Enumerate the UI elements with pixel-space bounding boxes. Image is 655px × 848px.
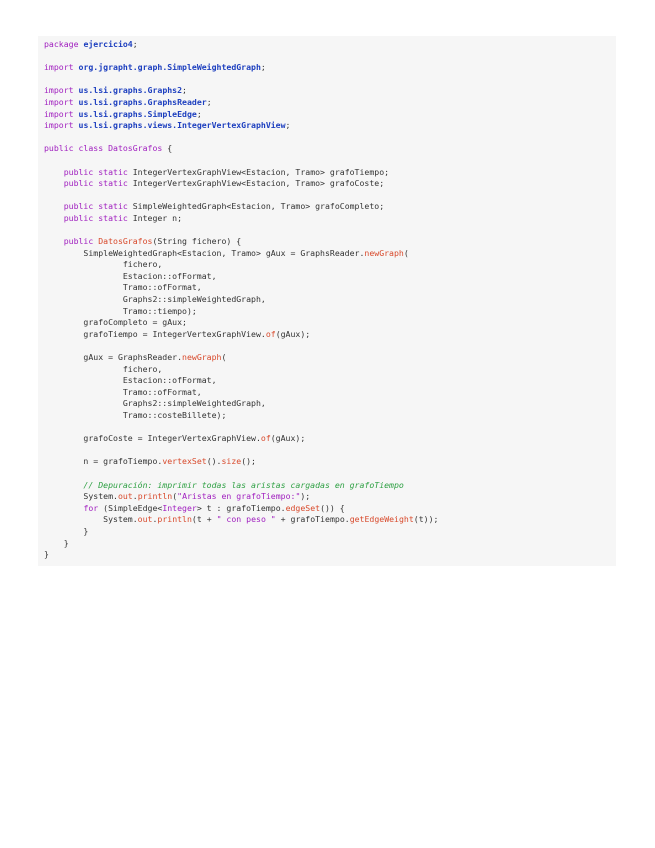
code-line	[44, 514, 616, 526]
code-token: public	[63, 236, 99, 247]
code-line	[44, 62, 616, 74]
code-line	[44, 271, 616, 283]
code-token: (	[221, 352, 227, 363]
code-token: Tramo::tiempo);	[44, 305, 197, 316]
code-token	[44, 167, 64, 177]
code-token: ;	[132, 39, 138, 49]
code-token: (gAux);	[275, 328, 311, 339]
code-token: Estacion::ofFormat,	[44, 270, 217, 281]
code-token: grafoCoste = IntegerVertexGraphView.	[44, 433, 261, 444]
code-token: newGraph	[364, 247, 404, 258]
code-token: newGraph	[182, 352, 222, 363]
code-line	[44, 410, 616, 422]
code-line	[44, 352, 616, 364]
code-line	[44, 97, 616, 109]
code-token: public static	[63, 201, 133, 212]
code-token: org.jgrapht.graph.SimpleWeightedGraph	[78, 62, 261, 73]
code-token: {	[162, 143, 173, 154]
code-token: import	[44, 120, 79, 131]
code-token: package	[44, 39, 84, 49]
code-line	[44, 248, 616, 260]
code-token: (	[172, 491, 178, 502]
code-line	[44, 39, 616, 51]
code-block	[38, 36, 616, 566]
code-token: us.lsi.graphs.views.IntegerVertexGraphView	[78, 120, 286, 131]
code-token: IntegerVertexGraphView<Estacion, Tramo> grafoTiempo;	[132, 166, 390, 177]
code-token: n = grafoTiempo.	[44, 456, 163, 467]
code-line	[44, 51, 616, 63]
code-line	[44, 538, 616, 550]
code-line	[44, 317, 616, 329]
code-token: Tramo::ofFormat,	[44, 386, 202, 397]
code-token: " con peso "	[216, 514, 276, 525]
code-line	[44, 201, 616, 213]
code-token	[44, 503, 83, 513]
code-token: Tramo::costeBillete);	[44, 410, 227, 420]
code-line	[44, 167, 616, 179]
code-token: );	[300, 491, 311, 502]
code-token: Estacion::ofFormat,	[44, 375, 217, 386]
code-token: (SimpleEdge<	[103, 502, 163, 513]
code-token: > t : grafoTiempo.	[196, 502, 286, 513]
code-token: Tramo::ofFormat,	[44, 282, 202, 293]
code-token: (gAux);	[270, 433, 306, 444]
code-token	[44, 236, 64, 246]
code-token: (t));	[413, 514, 439, 525]
code-token: Integer n;	[132, 212, 183, 223]
code-token: ().	[206, 456, 222, 467]
code-line	[44, 225, 616, 237]
code-token: SimpleWeightedGraph<Estacion, Tramo> gAux = GraphsReader.	[44, 247, 365, 258]
code-token: edgeSet	[285, 502, 321, 513]
code-token: IntegerVertexGraphView<Estacion, Tramo> grafoCoste;	[132, 178, 385, 189]
code-line	[44, 456, 616, 468]
code-token: }	[44, 549, 49, 560]
code-token: ;	[196, 108, 202, 119]
code-token: getEdgeWeight	[349, 514, 414, 525]
code-token: Graphs2::simpleWeightedGraph,	[44, 294, 266, 305]
code-line	[44, 143, 616, 155]
code-line	[44, 85, 616, 97]
code-token: public class	[44, 143, 109, 154]
code-line	[44, 306, 616, 318]
code-line	[44, 480, 616, 492]
code-token: public static	[63, 178, 133, 189]
code-token: Graphs2::simpleWeightedGraph,	[44, 398, 266, 409]
code-token: for	[83, 502, 104, 513]
code-token: size	[221, 456, 242, 467]
code-token: DatosGrafos	[108, 143, 163, 154]
code-line	[44, 433, 616, 445]
code-line	[44, 120, 616, 132]
code-token: SimpleWeightedGraph<Estacion, Tramo> grafoCompleto;	[132, 201, 385, 212]
code-token: System.	[44, 491, 118, 502]
code-line	[44, 132, 616, 144]
code-line	[44, 340, 616, 352]
code-token	[44, 213, 64, 223]
code-token: grafoTiempo = IntegerVertexGraphView.	[44, 328, 266, 339]
code-token: us.lsi.graphs.GraphsReader	[78, 96, 207, 107]
code-line	[44, 375, 616, 387]
code-line	[44, 445, 616, 457]
code-token: println	[137, 491, 173, 502]
code-token: vertexSet	[162, 456, 207, 467]
code-token: ;	[285, 120, 291, 131]
code-token: DatosGrafos	[98, 236, 153, 247]
code-token: Integer	[162, 502, 197, 513]
code-token	[44, 178, 64, 188]
code-token: println	[157, 514, 192, 525]
code-line	[44, 329, 616, 341]
code-line	[44, 468, 616, 480]
code-line	[44, 387, 616, 399]
code-line	[44, 364, 616, 376]
code-token: }	[44, 525, 89, 536]
code-line	[44, 190, 616, 202]
code-token: ejercicio4	[83, 39, 133, 49]
code-token: ;	[182, 85, 187, 96]
code-token: ;	[206, 96, 212, 107]
code-token: .	[152, 514, 158, 525]
code-token: (	[403, 247, 409, 258]
code-line	[44, 178, 616, 190]
code-line	[44, 236, 616, 248]
code-token: "Aristas en grafoTiempo:"	[177, 491, 301, 502]
code-token: import	[44, 85, 79, 96]
code-token: (String fichero) {	[152, 236, 242, 247]
code-line	[44, 398, 616, 410]
code-token: us.lsi.graphs.Graphs2	[78, 85, 183, 96]
code-token: grafoCompleto = gAux;	[44, 317, 187, 328]
code-token: gAux = GraphsReader.	[44, 352, 183, 363]
code-line	[44, 155, 616, 167]
code-token: fichero,	[44, 363, 163, 374]
code-token: us.lsi.graphs.SimpleEdge	[78, 108, 197, 119]
code-line	[44, 109, 616, 121]
code-line	[44, 294, 616, 306]
code-token: ;	[260, 62, 266, 73]
code-token	[44, 201, 64, 211]
code-token: out	[117, 491, 133, 502]
code-line	[44, 282, 616, 294]
code-token: (t +	[191, 514, 217, 525]
code-line	[44, 549, 616, 561]
code-token: ()) {	[320, 502, 345, 513]
code-token: import	[44, 62, 79, 73]
code-line	[44, 259, 616, 271]
code-token: .	[132, 491, 138, 502]
code-line	[44, 213, 616, 225]
code-token: public static	[63, 166, 133, 177]
code-token: + grafoTiempo.	[275, 514, 350, 525]
code-token: import	[44, 96, 79, 107]
code-token: }	[44, 537, 69, 548]
code-token: fichero,	[44, 259, 163, 270]
code-token: of	[260, 433, 271, 444]
code-token: // Depuración: imprimir todas las aristas cargadas en grafoTiempo	[44, 479, 404, 490]
code-token: out	[137, 514, 153, 525]
code-line	[44, 503, 616, 515]
code-token: of	[265, 328, 276, 339]
code-token: import	[44, 108, 79, 119]
code-token: public static	[63, 212, 133, 223]
code-line	[44, 491, 616, 503]
code-line	[44, 74, 616, 86]
code-token: ();	[241, 456, 256, 467]
code-line	[44, 422, 616, 434]
code-line	[44, 526, 616, 538]
code-token: System.	[44, 514, 138, 525]
